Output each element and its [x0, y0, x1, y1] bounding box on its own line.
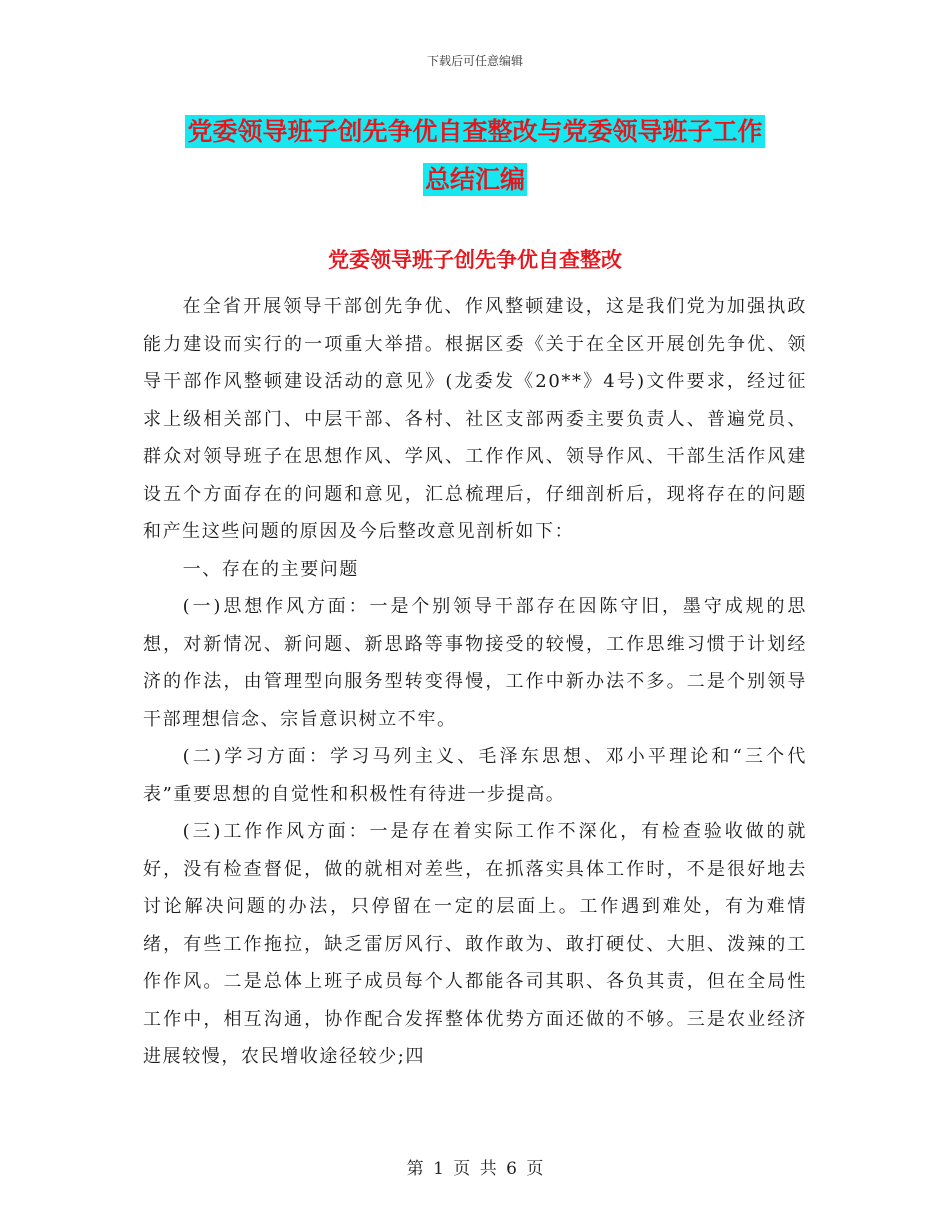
- paragraph-study: (二)学习方面：学习马列主义、毛泽东思想、邓小平理论和“三个代表”重要思想的自觉性和积极性有待进一步提高。: [143, 746, 807, 805]
- paragraph-work-style: (三)工作作风方面：一是存在着实际工作不深化，有检查验收做的就好，没有检查督促，做的就相对差些，在抓落实具体工作时，不是很好地去讨论解决问题的办法，只停留在一定的层面上。工作遇到难处，有为难情绪，有些工作拖拉，缺乏雷厉风行、敢作敢为、敢打硬仗、大胆、泼辣的工作作风。二是总体上班子成员每个人都能各司其职、各负其责，但在全局性工作中，相互沟通，协作配合发挥整体优势方面还做的不够。三是农业经济进展较慢，农民增收途径较少;四: [143, 821, 807, 1067]
- page-header-note: 下载后可任意编辑: [426, 54, 523, 68]
- page-footer-page-number: 第 1 页 共 6 页: [406, 1159, 544, 1179]
- paragraph-thought-style: (一)思想作风方面：一是个别领导干部存在因陈守旧，墨守成规的思想，对新情况、新问题、新思路等事物接受的较慢，工作思维习惯于计划经济的作法，由管理型向服务型转变得慢，工作中新办法不多。二是个别领导干部理想信念、宗旨意识树立不牢。: [143, 596, 807, 730]
- paragraph-heading-main-problems: 一、存在的主要问题: [182, 558, 359, 580]
- document-body: [143, 288, 807, 1076]
- section-heading: 党委领导班子创先争优自查整改: [328, 248, 622, 272]
- document-title: [0, 108, 950, 204]
- document-title-line-2: 总结汇编: [424, 165, 525, 194]
- document-title-line-1: 党委领导班子创先争优自查整改与党委领导班子工作: [187, 117, 763, 146]
- paragraph-intro: 在全省开展领导干部创先争优、作风整顿建设，这是我们党为加强执政能力建设而实行的一项重大举措。根据区委《关于在全区开展创先争优、领导干部作风整顿建设活动的意见》(龙委发《20**》4号)文件要求，经过征求上级相关部门、中层干部、各村、社区支部两委主要负责人、普遍党员、群众对领导班子在思想作风、学风、工作作风、领导作风、干部生活作风建设五个方面存在的问题和意见，汇总梳理后，仔细剖析后，现将存在的问题和产生这些问题的原因及今后整改意见剖析如下：: [143, 296, 807, 542]
